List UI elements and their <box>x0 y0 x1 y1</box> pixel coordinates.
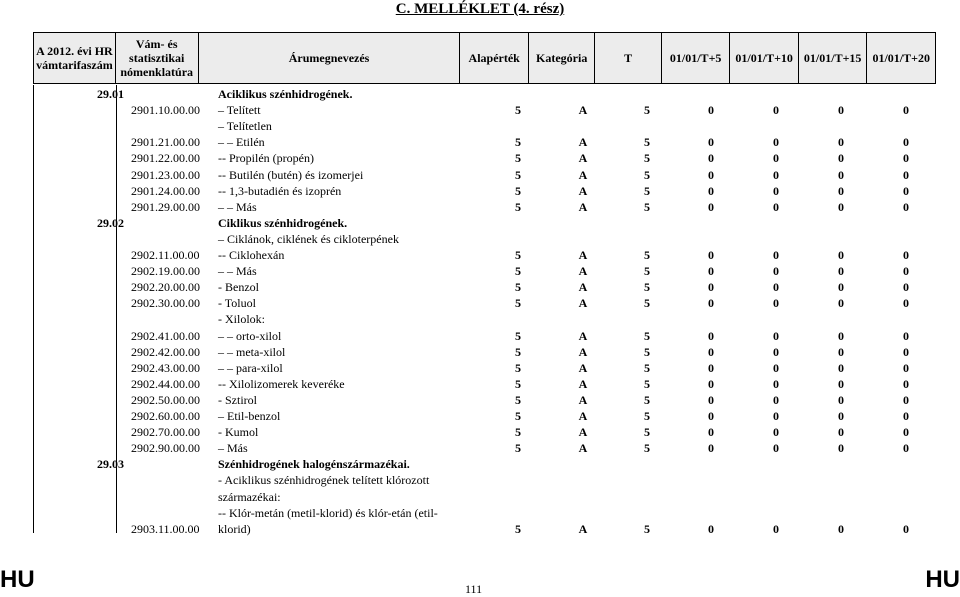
table-row <box>34 425 937 441</box>
rate-t5: 0 <box>708 392 714 407</box>
rate-t: 5 <box>644 425 650 440</box>
category: A <box>578 264 588 279</box>
item-description: -- Xilolizomerek keveréke <box>218 376 345 391</box>
document-title: C. MELLÉKLET (4. rész) <box>395 1 565 17</box>
cn-code: 2901.10.00.00 <box>131 103 200 118</box>
rate-t15: 0 <box>838 248 844 262</box>
table-row <box>34 119 937 135</box>
table-body <box>33 85 937 536</box>
item-description: -- Ciklohexán <box>218 248 285 262</box>
rate-t10: 0 <box>773 296 779 311</box>
rate-t: 5 <box>644 248 650 262</box>
rate-t5: 0 <box>708 280 714 295</box>
rate-t10: 0 <box>773 376 779 391</box>
base-rate: 5 <box>515 344 521 359</box>
base-rate: 5 <box>515 521 521 536</box>
header-t10: 01/01/T+10 <box>730 33 799 84</box>
rate-t5: 0 <box>708 151 714 166</box>
item-description: - Benzol <box>218 280 259 295</box>
rate-t20: 0 <box>903 360 909 375</box>
rate-t: 5 <box>644 360 650 375</box>
table-row <box>34 103 937 119</box>
rate-t10: 0 <box>773 183 779 198</box>
category: A <box>578 409 588 423</box>
rate-t15: 0 <box>838 183 844 198</box>
rate-t10: 0 <box>773 409 779 423</box>
rate-t5: 0 <box>708 409 714 423</box>
rate-t: 5 <box>644 344 650 359</box>
item-description: – – Etilén <box>218 135 265 150</box>
header-t15: 01/01/T+15 <box>798 33 867 84</box>
rate-t10: 0 <box>773 441 779 456</box>
rate-t: 5 <box>644 264 650 279</box>
item-description: – – Más <box>218 199 257 214</box>
header-cn-code: Vám- és statisztikai nómenklatúra <box>115 33 198 84</box>
cn-code: 2901.29.00.00 <box>131 199 200 214</box>
item-description: – – meta-xilol <box>218 344 286 359</box>
table-row <box>34 168 937 184</box>
item-description: - Xilolok: <box>218 312 265 327</box>
cn-code: 2901.23.00.00 <box>131 167 200 182</box>
rate-t10: 0 <box>773 328 779 343</box>
item-description: – Telítetlen <box>218 119 272 134</box>
table-row <box>34 361 937 377</box>
rate-t15: 0 <box>838 344 844 359</box>
rate-t20: 0 <box>903 344 909 359</box>
category: A <box>578 199 588 214</box>
rate-t15: 0 <box>838 199 844 214</box>
rate-t5: 0 <box>708 441 714 456</box>
item-description: – – para-xilol <box>218 360 283 375</box>
item-description: -- Klór-metán (metil-klorid) és klór-etán (etil- <box>218 505 438 520</box>
category: A <box>578 248 588 262</box>
rate-t5: 0 <box>708 248 714 262</box>
rate-t: 5 <box>644 392 650 407</box>
table-row <box>34 248 937 264</box>
category: A <box>578 183 588 198</box>
table-row <box>34 216 937 232</box>
rate-t: 5 <box>644 441 650 456</box>
rate-t15: 0 <box>838 328 844 343</box>
base-rate: 5 <box>515 425 521 440</box>
base-rate: 5 <box>515 264 521 279</box>
header-t: T <box>595 33 661 84</box>
rate-t10: 0 <box>773 264 779 279</box>
table-row <box>34 457 937 473</box>
category: A <box>578 167 588 182</box>
category: A <box>578 135 588 150</box>
rate-t5: 0 <box>708 521 714 536</box>
base-rate: 5 <box>515 103 521 118</box>
footer-left-code: HU <box>0 566 35 593</box>
rate-t20: 0 <box>903 376 909 391</box>
item-description: – Etil-benzol <box>218 409 281 423</box>
item-description: -- 1,3-butadién és izoprén <box>218 183 342 198</box>
rate-t: 5 <box>644 376 650 391</box>
item-description: - Sztirol <box>218 392 257 407</box>
cn-code: 2901.21.00.00 <box>131 135 200 150</box>
base-rate: 5 <box>515 392 521 407</box>
hs-code: 29.01 <box>97 87 124 101</box>
category: A <box>578 441 588 456</box>
rate-t15: 0 <box>838 264 844 279</box>
item-description: származékai: <box>218 489 281 504</box>
rate-t10: 0 <box>773 151 779 166</box>
table-row <box>34 151 937 167</box>
rate-t20: 0 <box>903 135 909 150</box>
rate-t15: 0 <box>838 103 844 118</box>
rate-t: 5 <box>644 199 650 214</box>
rate-t20: 0 <box>903 521 909 536</box>
item-description: Ciklikus szénhidrogének. <box>218 215 348 230</box>
table-row <box>34 184 937 200</box>
cn-code: 2902.44.00.00 <box>131 376 200 391</box>
table-row <box>34 232 937 248</box>
category: A <box>578 360 588 375</box>
base-rate: 5 <box>515 441 521 456</box>
item-description: – – Más <box>218 264 257 279</box>
rate-t10: 0 <box>773 280 779 295</box>
rate-t20: 0 <box>903 248 909 262</box>
cn-code: 2902.50.00.00 <box>131 392 200 407</box>
header-category: Kategória <box>528 33 594 84</box>
rate-t15: 0 <box>838 296 844 311</box>
table-row <box>34 296 937 312</box>
rate-t10: 0 <box>773 135 779 150</box>
table-row <box>34 135 937 151</box>
rate-t10: 0 <box>773 392 779 407</box>
rate-t20: 0 <box>903 392 909 407</box>
table-row <box>34 441 937 457</box>
cn-code: 2902.41.00.00 <box>131 328 200 343</box>
table-row <box>34 377 937 393</box>
table-row <box>34 522 937 538</box>
base-rate: 5 <box>515 167 521 182</box>
rate-t5: 0 <box>708 103 714 118</box>
category: A <box>578 328 588 343</box>
base-rate: 5 <box>515 248 521 262</box>
cn-code: 2901.24.00.00 <box>131 183 200 198</box>
cn-code: 2901.22.00.00 <box>131 151 200 166</box>
rate-t5: 0 <box>708 183 714 198</box>
rate-t: 5 <box>644 103 650 118</box>
category: A <box>578 151 588 166</box>
rate-t15: 0 <box>838 280 844 295</box>
category: A <box>578 392 588 407</box>
item-description: - Toluol <box>218 296 256 311</box>
cn-code: 2903.11.00.00 <box>131 521 200 536</box>
rate-t10: 0 <box>773 521 779 536</box>
rate-t5: 0 <box>708 425 714 440</box>
rate-t15: 0 <box>838 376 844 391</box>
cn-code: 2902.43.00.00 <box>131 360 200 375</box>
rate-t: 5 <box>644 151 650 166</box>
item-description: – – orto-xilol <box>218 328 282 343</box>
cn-code: 2902.11.00.00 <box>131 248 200 262</box>
item-description: Aciklikus szénhidrogének. <box>218 87 353 101</box>
item-description: – Ciklánok, ciklének és cikloterpének <box>218 231 399 246</box>
item-description: -- Butilén (butén) és izomerjei <box>218 167 364 182</box>
rate-t15: 0 <box>838 409 844 423</box>
rate-t20: 0 <box>903 409 909 423</box>
category: A <box>578 521 588 536</box>
cn-code: 2902.90.00.00 <box>131 441 200 456</box>
table-row <box>34 393 937 409</box>
rate-t20: 0 <box>903 151 909 166</box>
cn-code: 2902.42.00.00 <box>131 344 200 359</box>
rate-t5: 0 <box>708 135 714 150</box>
rate-t10: 0 <box>773 199 779 214</box>
table-row <box>34 200 937 216</box>
base-rate: 5 <box>515 328 521 343</box>
rate-t20: 0 <box>903 103 909 118</box>
rate-t20: 0 <box>903 183 909 198</box>
table-row <box>34 490 937 506</box>
rate-t10: 0 <box>773 360 779 375</box>
cn-code: 2902.70.00.00 <box>131 425 200 440</box>
base-rate: 5 <box>515 280 521 295</box>
cn-code: 2902.19.00.00 <box>131 264 200 279</box>
rate-t5: 0 <box>708 360 714 375</box>
cn-code: 2902.30.00.00 <box>131 296 200 311</box>
item-description: - Kumol <box>218 425 259 440</box>
page-footer <box>0 566 960 596</box>
rate-t20: 0 <box>903 264 909 279</box>
base-rate: 5 <box>515 376 521 391</box>
rate-t20: 0 <box>903 280 909 295</box>
category: A <box>578 344 588 359</box>
rate-t5: 0 <box>708 199 714 214</box>
item-description: – Más <box>218 441 248 456</box>
base-rate: 5 <box>515 151 521 166</box>
item-description: -- Propilén (propén) <box>218 151 314 166</box>
hs-code: 29.02 <box>97 215 124 230</box>
rate-t: 5 <box>644 409 650 423</box>
rate-t20: 0 <box>903 328 909 343</box>
rate-t10: 0 <box>773 103 779 118</box>
cn-code: 2902.20.00.00 <box>131 280 200 295</box>
rate-t10: 0 <box>773 425 779 440</box>
rate-t: 5 <box>644 280 650 295</box>
rate-t15: 0 <box>838 167 844 182</box>
table-row <box>34 280 937 296</box>
item-description: Szénhidrogének halogénszármazékai. <box>218 457 410 472</box>
category: A <box>578 296 588 311</box>
table-row <box>34 312 937 328</box>
category: A <box>578 376 588 391</box>
rate-t: 5 <box>644 296 650 311</box>
rate-t: 5 <box>644 521 650 536</box>
rate-t10: 0 <box>773 248 779 262</box>
rate-t20: 0 <box>903 167 909 182</box>
item-description: - Aciklikus szénhidrogének telített klórozott <box>218 473 430 488</box>
category: A <box>578 425 588 440</box>
table-row <box>34 506 937 522</box>
rate-t20: 0 <box>903 296 909 311</box>
rate-t: 5 <box>644 167 650 182</box>
rate-t20: 0 <box>903 441 909 456</box>
rate-t5: 0 <box>708 167 714 182</box>
table-row <box>34 264 937 280</box>
table-row <box>34 473 937 489</box>
header-t5: 01/01/T+5 <box>661 33 730 84</box>
table-row <box>34 87 937 103</box>
table-row <box>34 409 937 425</box>
rate-t5: 0 <box>708 328 714 343</box>
hs-code: 29.03 <box>97 457 124 472</box>
rate-t15: 0 <box>838 441 844 456</box>
category: A <box>578 103 588 118</box>
rate-t20: 0 <box>903 425 909 440</box>
rate-t: 5 <box>644 135 650 150</box>
footer-right-code: HU <box>925 566 960 593</box>
page-number: 111 <box>465 582 483 596</box>
table-header <box>33 32 936 84</box>
header-hs-code: A 2012. évi HR vámtarifaszám <box>34 33 116 84</box>
rate-t10: 0 <box>773 344 779 359</box>
base-rate: 5 <box>515 183 521 198</box>
header-base-rate: Alapérték <box>460 33 529 84</box>
base-rate: 5 <box>515 135 521 150</box>
rate-t: 5 <box>644 183 650 198</box>
table-row <box>34 329 937 345</box>
cn-code: 2902.60.00.00 <box>131 409 200 423</box>
header-t20: 01/01/T+20 <box>867 33 936 84</box>
rate-t15: 0 <box>838 135 844 150</box>
rate-t: 5 <box>644 328 650 343</box>
rate-t15: 0 <box>838 392 844 407</box>
base-rate: 5 <box>515 199 521 214</box>
rate-t5: 0 <box>708 376 714 391</box>
rate-t5: 0 <box>708 296 714 311</box>
header-description: Árumegnevezés <box>198 33 460 84</box>
rate-t5: 0 <box>708 264 714 279</box>
rate-t15: 0 <box>838 360 844 375</box>
base-rate: 5 <box>515 296 521 311</box>
base-rate: 5 <box>515 360 521 375</box>
rate-t15: 0 <box>838 151 844 166</box>
base-rate: 5 <box>515 409 521 423</box>
item-description: klorid) <box>218 521 251 536</box>
rate-t15: 0 <box>838 521 844 536</box>
category: A <box>578 280 588 295</box>
item-description: – Telített <box>218 103 261 118</box>
rate-t15: 0 <box>838 425 844 440</box>
table-row <box>34 345 937 361</box>
rate-t10: 0 <box>773 167 779 182</box>
rate-t20: 0 <box>903 199 909 214</box>
rate-t5: 0 <box>708 344 714 359</box>
